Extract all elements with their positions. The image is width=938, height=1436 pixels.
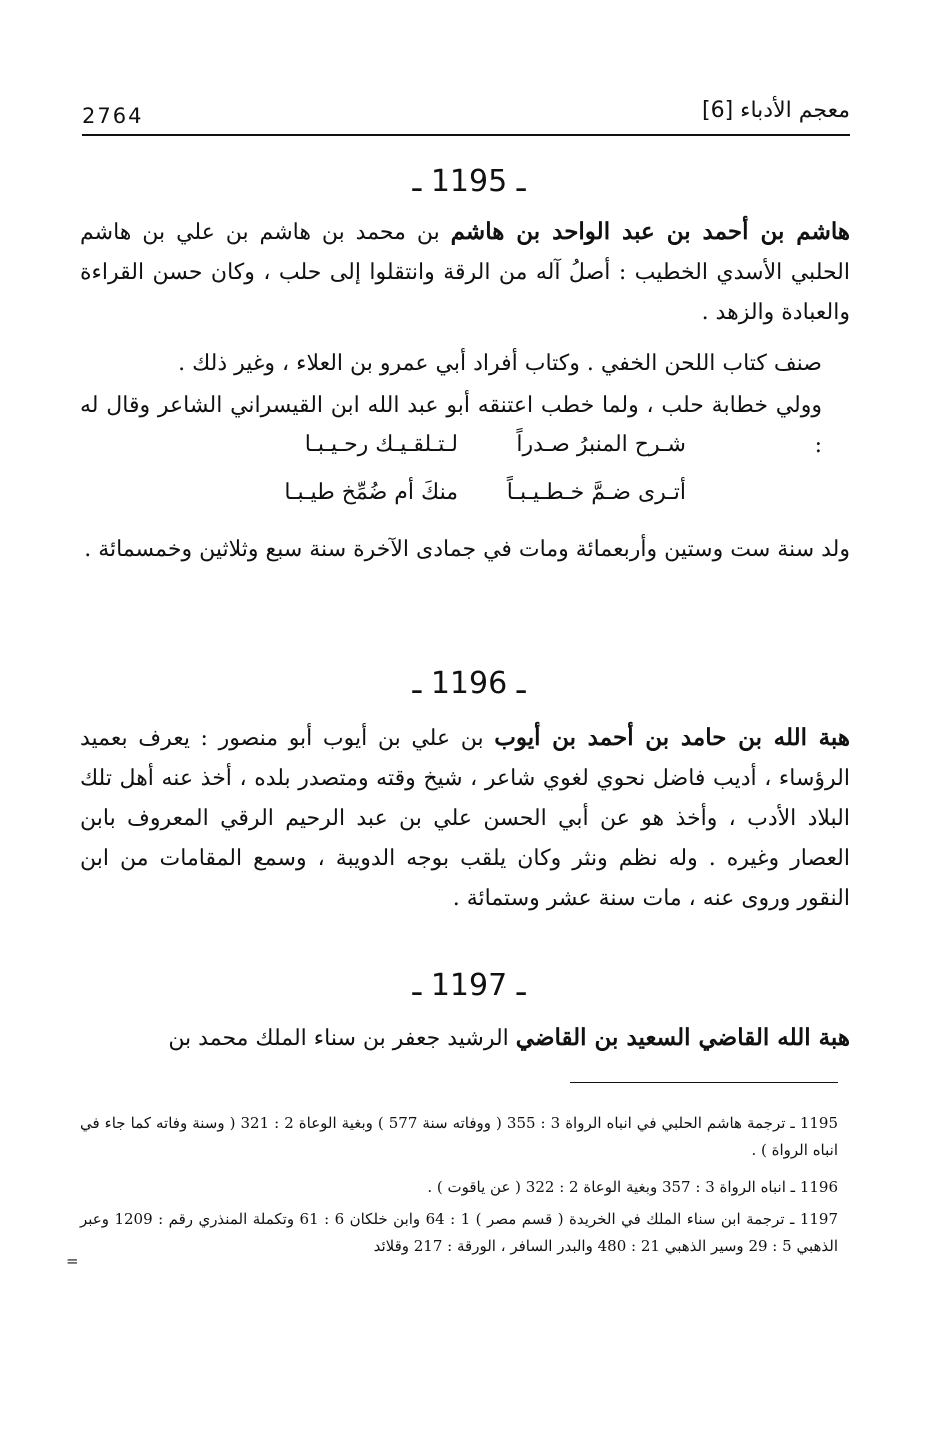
entry-number-1195: ـ 1195 ـ [412,164,526,199]
entry-1195-intro [80,212,850,333]
entry-1197-name: هبة الله القاضي السعيد بن القاضي [515,1024,850,1051]
footnote-1197: 1197 ـ ترجمة ابن سناء الملك في الخريدة ( قسم مصر ) 1 : 64 وابن خلكان 6 : 61 وتكملة المنذري رقم : 1209 وعبر الذهبي 5 : 29 وسير الذهبي 21 : 480 والبدر السافر ، الورقة : 217 وقلائد [80,1210,839,1255]
verse-2-hemistich-2: منكَ أم ضُمِّخ طيـبـا [284,480,458,505]
entry-1195-works: صنف كتاب اللحن الخفي . وكتاب أفراد أبي عمرو بن العلاء ، وغير ذلك . [178,351,822,376]
header-rule [82,134,850,136]
footnote-rule [570,1082,838,1083]
entry-1196-text [80,718,850,919]
entry-number-1196: ـ 1196 ـ [412,666,526,701]
entry-1196-body: بن علي بن أيوب أبو منصور : يعرف بعميد الرؤساء ، أديب فاضل نحوي لغوي شاعر ، شيخ وقته ومتصدر بلده ، أخذ عنه أهل تلك البلاد الأدب ، وأخذ هو عن أبي الحسن علي بن عبد الرحيم الرقي المعروف بابن العصار وغيره . وله نظم ونثر وكان يلقب بوجه الدويبة ، وسمع المقامات من ابن النقور وروى عنه ، مات سنة عشر وستمائة . [80,726,850,911]
entry-1195-intro-text: بن محمد بن هاشم بن علي بن هاشم الحلبي الأسدي الخطيب : أصلُ آله من الرقة وانتقلوا إلى حلب ، وكان حسن القراءة والعبادة والزهد . [80,220,850,325]
footnote-1196: 1196 ـ انباه الرواة 3 : 357 وبغية الوعاة 2 : 322 ( عن ياقوت ) . [427,1178,838,1196]
entry-1197-text [80,1018,850,1059]
page-number: 2764 [82,104,144,128]
entry-1195-sermon: وولي خطابة حلب ، ولما خطب اعتنقه أبو عبد الله ابن القيسراني الشاعر وقال له : [80,393,822,458]
entry-1197-body: الرشيد جعفر بن سناء الملك محمد بن [168,1026,516,1051]
running-title: معجم الأدباء [6] [701,98,850,123]
verse-1-hemistich-2: لـتـلقـيـك رحـيـبـا [304,432,458,457]
footnote-continuation-mark: = [66,1252,79,1270]
entry-1195-name: هاشم بن أحمد بن عبد الواحد بن هاشم [450,218,851,245]
footnote-1195: 1195 ـ ترجمة هاشم الحلبي في انباه الرواة 3 : 355 ( ووفاته سنة 577 ) وبغية الوعاة 2 : 321 ( وسنة وفاته كما جاء في انباه الرواة ) . [80,1114,839,1159]
verse-1-hemistich-1: شـرح المنبرُ صـدراً [516,432,686,457]
entry-1196-name: هبة الله بن حامد بن أحمد بن أيوب [494,724,851,751]
entry-number-1197: ـ 1197 ـ [412,968,526,1003]
entry-1195-dates: ولد سنة ست وستين وأربعمائة ومات في جمادى الآخرة سنة سبع وثلاثين وخمسمائة . [84,537,850,562]
verse-2-hemistich-1: أتـرى ضـمَّ خـطـيـبـاً [506,480,686,505]
